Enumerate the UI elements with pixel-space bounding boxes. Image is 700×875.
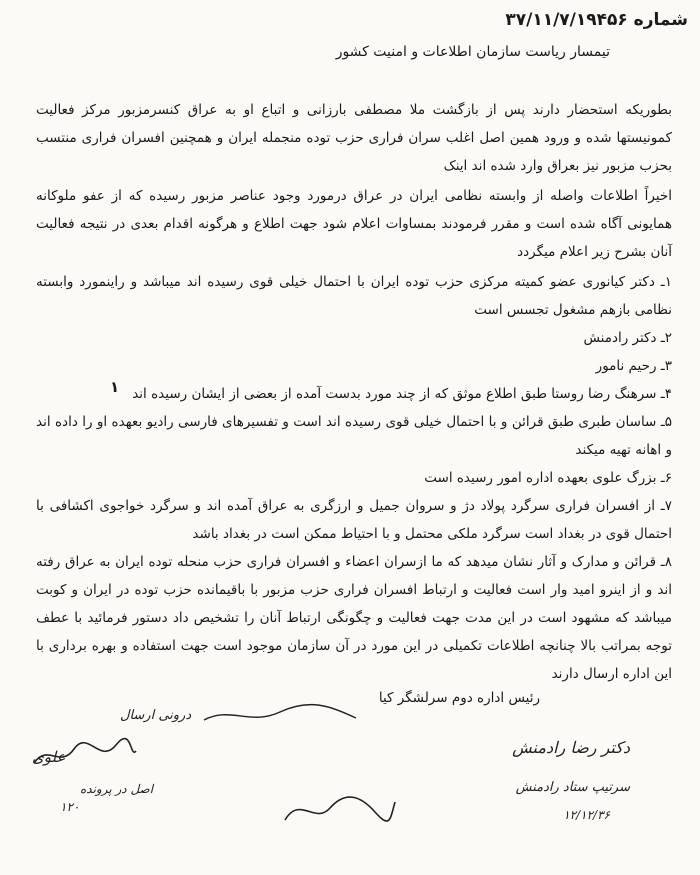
list-item: ۷ـ از افسران فراری سرگرد پولاد دژ و سروان جمیل و ارزگری به عراق آمده اند و سرگرد خواجوی اکشافی با احتمال قوی در بغداد است سرگرد ملکی محتمل و با احتیاط ممکن است در بغداد باشد (36, 498, 672, 542)
marginal-number: ۱ (110, 378, 120, 396)
handwritten-note: علوی (32, 748, 66, 766)
signature-scribble (280, 790, 400, 830)
paragraph-report: اخیراً اطلاعات واصله از وابسته نظامی ایران در عراق درمورد وجود عناصر مزبور رسیده که از عفو ملوکانه همایونی آگاه شده است و مقرر فرمودند بمساوات اعلام شود جهت اطلاع و هرگونه اقدام بعدی در نتیجه فعالیت آنان بشرح زیر اعلام میگردد (36, 188, 672, 260)
recipient-line: تیمسار ریاست سازمان اطلاعات و امنیت کشور (335, 44, 610, 60)
signer-rank: سرتیپ ستاد رادمنش (515, 780, 630, 795)
list-item: ۵ـ ساسان طبری طبق قرائن و با احتمال خیلی قوی رسیده اند است و تفسیرهای فارسی رادیو بعهده او را داده اند و اهانه تهیه میکند (36, 414, 672, 458)
signature-scribble (30, 735, 140, 775)
handwritten-note: درونی ارسال (120, 708, 192, 723)
list-item: ۴ـ سرهنگ رضا روستا طبق اطلاع موثق که از چند مورد بدست آمده از بعضی از ایشان رسیده اند (132, 386, 672, 402)
handwritten-note: اصل در پرونده (80, 782, 154, 796)
signer-date: ۱۲/۱۲/۳۶ (563, 808, 610, 822)
list-item: ۱ـ دکتر کیانوری عضو کمیته مرکزی حزب توده ایران با احتمال خیلی قوی رسیده اند میباشد و راینمورد وابسته نظامی بازهم مشغول تجسس است (36, 274, 672, 318)
paragraph-intro: بطوریکه استحضار دارند پس از بازگشت ملا مصطفی بارزانی و اتباع او به عراق کنسرمزبور مرکز فعالیت کمونیستها شده و ورود همین اصل اغلب سران فراری حزب توده منجمله ایران و همچنین افسران فراری منتسب بحزب مزبور نیز بعراق وارد شده اند اینک (36, 102, 672, 174)
list-item: ۲ـ دکتر رادمنش (583, 330, 672, 346)
list-item: ۶ـ بزرگ علوی بعهده اداره امور رسیده است (424, 470, 672, 486)
signer-name: دکتر رضا رادمنش (512, 738, 630, 757)
handwritten-note: ۱۲۰ (60, 800, 80, 814)
item-list (36, 268, 672, 688)
list-item: ۳ـ رحیم نامور (595, 358, 672, 374)
list-item: ۸ـ قرائن و مدارک و آثار نشان میدهد که ما ازسران اعضاء و افسران فراری حزب منحله توده ایران به عراق رفته اند و از اینرو امید وار است فعالیت و ارتباط افسران فراری حزب مزبور با باقیمانده حزب توده در ایران و کوبت میباشد که مشهود است در این مدت جهت فعالیت و چگونگی ارتباط آنان را تشخیص داد دستور فرمائید با عطف توجه بمراتب بالا چنانچه اطلاعات تکمیلی در این مورد در آن سازمان موجود است جهت استفاده و بهره برداری با این اداره ارسال دارند (36, 554, 672, 682)
document-number: شماره ۳۷/۱۱/۷/۱۹۴۵۶ (505, 10, 688, 30)
signature-scribble (200, 700, 360, 730)
signature-title: رئیس اداره دوم سرلشگر کیا (378, 690, 540, 706)
